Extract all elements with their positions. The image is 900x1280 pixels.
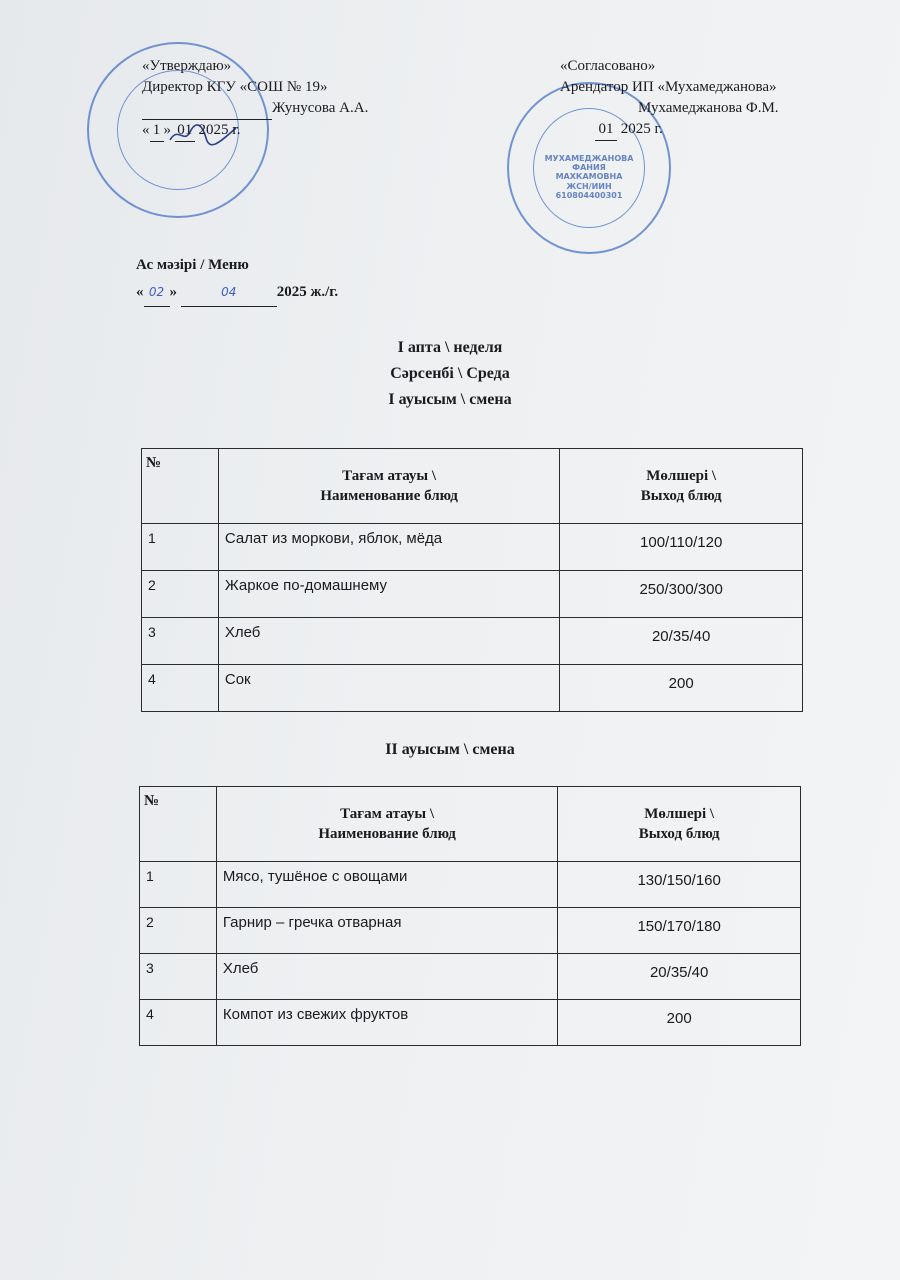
approval-block-left <box>142 56 368 142</box>
shift1-menu-table <box>141 448 803 712</box>
header-name-line1: Тағам атауы \ <box>340 806 435 822</box>
shift1-title: І ауысым \ смена <box>388 391 512 408</box>
header-name-line2: Наименование блюд <box>320 488 458 504</box>
table-row <box>142 571 803 618</box>
row-portion: 200 <box>560 665 803 712</box>
table-row <box>140 908 801 954</box>
row-dish-name: Гарнир – гречка отварная <box>216 908 557 954</box>
shift2-title-block <box>0 737 900 763</box>
row-dish-name: Сок <box>218 665 559 712</box>
table-row <box>142 618 803 665</box>
menu-title: Ас мәзірі / Меню <box>136 257 249 273</box>
entrepreneur-seal-inner: МУХАМЕДЖАНОВА ФАНИЯ МАХКАМОВНА ЖСН/ИИН 610804400301 <box>544 154 634 200</box>
menu-date: « 02 » 04 2025 ж./г. <box>136 279 338 307</box>
table-row <box>140 1000 801 1046</box>
row-portion: 130/150/160 <box>558 862 801 908</box>
table-row <box>142 665 803 712</box>
header-out-line2: Выход блюд <box>638 826 720 842</box>
row-portion: 200 <box>558 1000 801 1046</box>
row-num: 4 <box>140 1000 217 1046</box>
section-titles <box>0 335 900 413</box>
approval-left-month: 01 <box>175 120 195 142</box>
row-num: 2 <box>140 908 217 954</box>
approval-right-position: Арендатор ИП «Мухамеджанова» <box>560 79 777 95</box>
table-row <box>140 954 801 1000</box>
row-portion: 20/35/40 <box>558 954 801 1000</box>
approval-right-signatory <box>560 98 779 119</box>
header-name-line1: Тағам атауы \ <box>342 468 437 484</box>
header-out-line2: Выход блюд <box>640 488 722 504</box>
row-num: 3 <box>142 618 219 665</box>
header-name-line2: Наименование блюд <box>318 826 456 842</box>
approval-left-year: 2025 г. <box>198 122 241 138</box>
row-num: 3 <box>140 954 217 1000</box>
approval-left-position: Директор КГУ «СОШ № 19» <box>142 79 328 95</box>
table-header-row <box>140 787 801 862</box>
day-title: Сәрсенбі \ Среда <box>390 365 510 382</box>
header-name <box>216 787 557 862</box>
approval-left-name: Жунусова А.А. <box>272 100 369 116</box>
table-row <box>140 862 801 908</box>
row-portion: 250/300/300 <box>560 571 803 618</box>
row-portion: 150/170/180 <box>558 908 801 954</box>
approval-right-title: «Согласовано» <box>560 58 656 74</box>
row-portion: 20/35/40 <box>560 618 803 665</box>
row-dish-name: Хлеб <box>216 954 557 1000</box>
approval-block-right <box>560 56 779 141</box>
row-dish-name: Мясо, тушёное с овощами <box>216 862 557 908</box>
table-header-row <box>142 449 803 524</box>
header-num: № <box>142 449 219 524</box>
header-out-line1: Мөлшері \ <box>644 806 715 822</box>
approval-right-name: Мухамеджанова Ф.М. <box>638 100 779 116</box>
menu-date-year: 2025 ж./г. <box>276 284 339 300</box>
row-num: 4 <box>142 665 219 712</box>
header-out <box>560 449 803 524</box>
header-num: № <box>140 787 217 862</box>
row-dish-name: Жаркое по-домашнему <box>218 571 559 618</box>
approval-right-date <box>560 119 779 141</box>
week-title: І апта \ неделя <box>397 339 503 356</box>
header-name <box>218 449 559 524</box>
header-out-line1: Мөлшері \ <box>646 468 717 484</box>
approval-left-day: 1 <box>150 120 164 142</box>
approval-right-month: 01 <box>595 119 617 141</box>
menu-date-day: 02 <box>144 279 170 307</box>
row-num: 1 <box>142 524 219 571</box>
row-num: 1 <box>140 862 217 908</box>
row-dish-name: Салат из моркови, яблок, мёда <box>218 524 559 571</box>
row-dish-name: Хлеб <box>218 618 559 665</box>
shift2-title: ІІ ауысым \ смена <box>385 741 515 758</box>
row-dish-name: Компот из свежих фруктов <box>216 1000 557 1046</box>
approval-left-title: «Утверждаю» <box>142 58 232 74</box>
approval-left-signatory <box>142 98 368 120</box>
table-row <box>142 524 803 571</box>
approval-right-year: 2025 г. <box>620 121 663 137</box>
row-num: 2 <box>142 571 219 618</box>
menu-header <box>136 252 338 307</box>
shift2-menu-table <box>139 786 801 1046</box>
row-portion: 100/110/120 <box>560 524 803 571</box>
header-out <box>558 787 801 862</box>
menu-date-month: 04 <box>181 279 277 307</box>
approval-left-date: « 1 » 01 2025 г. <box>142 120 368 142</box>
